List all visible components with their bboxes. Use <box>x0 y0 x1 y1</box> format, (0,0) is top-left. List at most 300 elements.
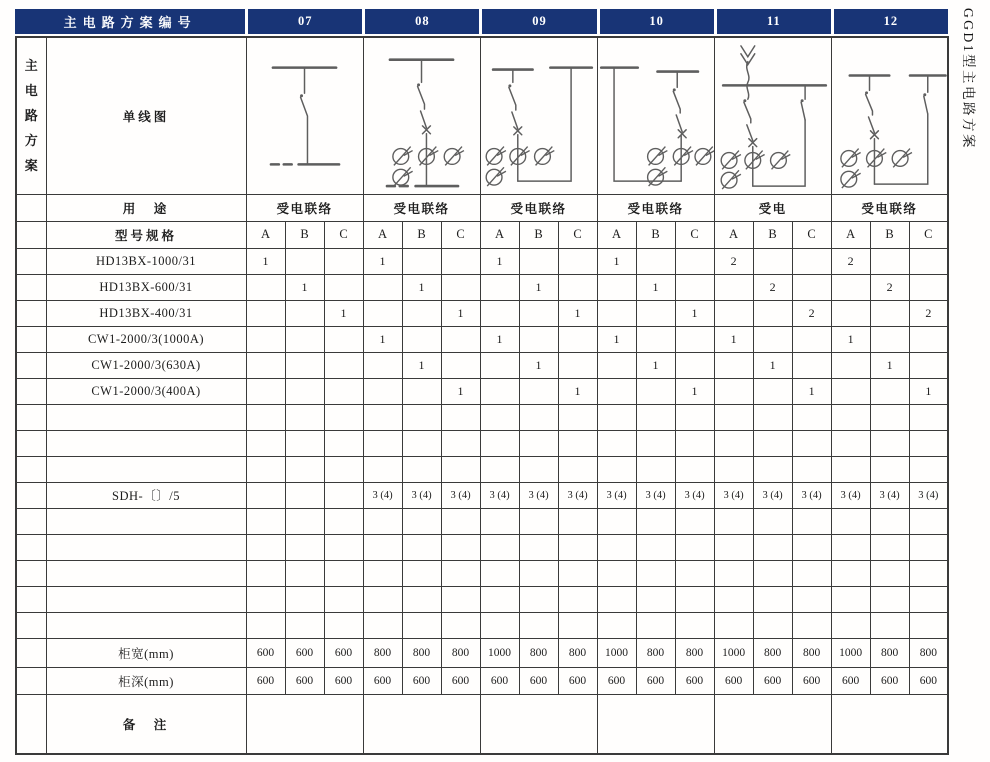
sdh-qty-cell: 3 (4) <box>597 482 636 508</box>
empty-cell <box>597 560 636 586</box>
spec-row-label: 型号规格 <box>46 221 246 248</box>
empty-cell <box>480 378 519 404</box>
empty-row-label <box>46 612 246 638</box>
empty-cell <box>324 430 363 456</box>
usage-cell-10: 受电联络 <box>597 194 714 221</box>
empty-cell <box>792 352 831 378</box>
blank-row <box>16 430 948 456</box>
axis-cell <box>16 560 46 586</box>
empty-cell <box>753 300 792 326</box>
empty-cell <box>597 300 636 326</box>
empty-cell <box>402 326 441 352</box>
empty-cell <box>363 352 402 378</box>
qty-cell: 1 <box>597 326 636 352</box>
empty-cell <box>792 430 831 456</box>
empty-cell <box>792 612 831 638</box>
empty-cell <box>792 248 831 274</box>
axis-cell <box>16 404 46 430</box>
empty-cell <box>636 560 675 586</box>
cabinet-depth-cell: 600 <box>519 667 558 694</box>
axis-cell <box>16 274 46 300</box>
empty-cell <box>909 560 948 586</box>
sdh-qty-cell: 3 (4) <box>363 482 402 508</box>
model-row-label: HD13BX-1000/31 <box>46 248 246 274</box>
qty-cell: 1 <box>753 352 792 378</box>
empty-cell <box>363 508 402 534</box>
axis-cell <box>16 586 46 612</box>
empty-cell <box>519 326 558 352</box>
empty-cell <box>636 430 675 456</box>
empty-cell <box>597 378 636 404</box>
cabinet-width-cell: 1000 <box>831 638 870 667</box>
model-row-label: CW1-2000/3(630A) <box>46 352 246 378</box>
empty-cell <box>909 456 948 482</box>
empty-cell <box>246 326 285 352</box>
empty-cell <box>714 586 753 612</box>
empty-cell <box>558 430 597 456</box>
empty-cell <box>753 404 792 430</box>
empty-cell <box>519 430 558 456</box>
empty-cell <box>675 404 714 430</box>
empty-cell <box>324 352 363 378</box>
empty-cell <box>480 586 519 612</box>
axis-cell <box>16 430 46 456</box>
cabinet-depth-cell: 600 <box>597 667 636 694</box>
empty-cell <box>246 456 285 482</box>
empty-cell <box>909 274 948 300</box>
blank-row <box>16 586 948 612</box>
column-letter: C <box>441 221 480 248</box>
empty-cell <box>246 274 285 300</box>
empty-cell <box>870 300 909 326</box>
sdh-qty-cell: 3 (4) <box>831 482 870 508</box>
cabinet-depth-cell: 600 <box>558 667 597 694</box>
empty-cell <box>675 430 714 456</box>
blank-row <box>16 508 948 534</box>
empty-cell <box>792 326 831 352</box>
qty-cell: 2 <box>714 248 753 274</box>
axis-cell <box>16 508 46 534</box>
column-letter: A <box>714 221 753 248</box>
empty-cell <box>324 248 363 274</box>
empty-cell <box>675 560 714 586</box>
model-row-label: CW1-2000/3(400A) <box>46 378 246 404</box>
empty-cell <box>675 248 714 274</box>
empty-cell <box>402 534 441 560</box>
empty-cell <box>402 404 441 430</box>
empty-row-label <box>46 560 246 586</box>
cabinet-width-cell: 800 <box>519 638 558 667</box>
empty-cell <box>519 612 558 638</box>
empty-cell <box>285 508 324 534</box>
usage-cell-07: 受电联络 <box>246 194 363 221</box>
empty-cell <box>441 508 480 534</box>
empty-cell <box>285 560 324 586</box>
empty-cell <box>285 326 324 352</box>
empty-cell <box>636 508 675 534</box>
qty-cell: 2 <box>831 248 870 274</box>
cabinet-depth-cell: 600 <box>480 667 519 694</box>
empty-cell <box>519 534 558 560</box>
diagram-cell-07 <box>246 37 363 194</box>
empty-cell <box>831 352 870 378</box>
empty-cell <box>441 404 480 430</box>
empty-cell <box>324 274 363 300</box>
empty-cell <box>558 456 597 482</box>
empty-cell <box>402 378 441 404</box>
qty-cell: 1 <box>441 300 480 326</box>
remark-cell-07 <box>246 694 363 754</box>
column-letter: B <box>870 221 909 248</box>
empty-cell <box>792 508 831 534</box>
empty-cell <box>363 560 402 586</box>
empty-cell <box>909 404 948 430</box>
empty-cell <box>519 508 558 534</box>
diagram-cell-12 <box>831 37 948 194</box>
sdh-qty-cell: 3 (4) <box>441 482 480 508</box>
empty-cell <box>246 352 285 378</box>
usage-cell-12: 受电联络 <box>831 194 948 221</box>
diagram-cell-08 <box>363 37 480 194</box>
empty-cell <box>753 560 792 586</box>
empty-cell <box>402 248 441 274</box>
empty-cell <box>675 456 714 482</box>
cabinet-depth-cell: 600 <box>675 667 714 694</box>
axis-cell <box>16 221 46 248</box>
empty-cell <box>753 612 792 638</box>
axis-cell <box>16 667 46 694</box>
cabinet-depth-cell: 600 <box>441 667 480 694</box>
qty-cell: 1 <box>402 352 441 378</box>
diagram-cell-09 <box>480 37 597 194</box>
qty-cell: 1 <box>597 248 636 274</box>
empty-cell <box>870 404 909 430</box>
empty-cell <box>246 300 285 326</box>
diagram-cell-10 <box>597 37 714 194</box>
cabinet-width-cell: 600 <box>285 638 324 667</box>
diagram-row-label: 单线图 <box>46 37 246 194</box>
empty-cell <box>675 274 714 300</box>
cabinet-width-row <box>16 638 948 667</box>
remark-cell-08 <box>363 694 480 754</box>
axis-cell <box>16 37 46 194</box>
qty-cell: 1 <box>519 274 558 300</box>
empty-cell <box>285 482 324 508</box>
empty-cell <box>363 456 402 482</box>
empty-cell <box>558 508 597 534</box>
empty-cell <box>636 534 675 560</box>
empty-cell <box>246 404 285 430</box>
corner-label: 主电路方案编号 <box>15 9 245 34</box>
remark-cell-12 <box>831 694 948 754</box>
blank-row <box>16 560 948 586</box>
empty-cell <box>558 612 597 638</box>
qty-cell: 1 <box>714 326 753 352</box>
sdh-qty-cell: 3 (4) <box>753 482 792 508</box>
cabinet-width-cell: 1000 <box>714 638 753 667</box>
qty-cell: 1 <box>558 300 597 326</box>
sdh-qty-cell: 3 (4) <box>480 482 519 508</box>
single-line-diagram-09 <box>481 38 597 193</box>
empty-cell <box>909 534 948 560</box>
cabinet-width-cell: 800 <box>753 638 792 667</box>
empty-cell <box>324 482 363 508</box>
axis-cell <box>16 456 46 482</box>
single-line-diagram-07 <box>247 38 363 193</box>
empty-cell <box>597 586 636 612</box>
empty-cell <box>285 586 324 612</box>
empty-cell <box>675 352 714 378</box>
empty-cell <box>558 560 597 586</box>
single-line-diagram-12 <box>832 38 948 193</box>
axis-cell <box>16 482 46 508</box>
empty-cell <box>480 612 519 638</box>
empty-cell <box>675 586 714 612</box>
column-letter: A <box>480 221 519 248</box>
empty-cell <box>597 534 636 560</box>
axis-cell <box>16 352 46 378</box>
empty-cell <box>246 508 285 534</box>
column-letter: C <box>558 221 597 248</box>
empty-cell <box>363 534 402 560</box>
empty-cell <box>402 586 441 612</box>
empty-cell <box>246 534 285 560</box>
cabinet-width-cell: 800 <box>558 638 597 667</box>
qty-cell: 1 <box>246 248 285 274</box>
empty-cell <box>792 534 831 560</box>
empty-cell <box>597 612 636 638</box>
sdh-qty-cell: 3 (4) <box>792 482 831 508</box>
axis-char: 案 <box>24 158 38 174</box>
empty-cell <box>285 248 324 274</box>
empty-cell <box>831 560 870 586</box>
column-letter: C <box>792 221 831 248</box>
empty-cell <box>831 456 870 482</box>
spec-columns-row <box>16 221 948 248</box>
empty-cell <box>285 352 324 378</box>
qty-cell: 1 <box>480 248 519 274</box>
empty-cell <box>519 404 558 430</box>
scheme-header <box>15 9 948 34</box>
sdh-qty-cell: 3 (4) <box>675 482 714 508</box>
axis-char: 电 <box>24 83 38 99</box>
empty-cell <box>480 560 519 586</box>
cabinet-width-cell: 800 <box>870 638 909 667</box>
usage-cell-09: 受电联络 <box>480 194 597 221</box>
cabinet-depth-cell: 600 <box>870 667 909 694</box>
qty-cell: 2 <box>792 300 831 326</box>
column-letter: C <box>909 221 948 248</box>
empty-cell <box>480 300 519 326</box>
empty-cell <box>441 274 480 300</box>
cabinet-depth-cell: 600 <box>324 667 363 694</box>
cabinet-depth-cell: 600 <box>753 667 792 694</box>
cabinet-width-cell: 800 <box>675 638 714 667</box>
empty-cell <box>324 378 363 404</box>
empty-cell <box>870 326 909 352</box>
sdh-qty-cell: 3 (4) <box>558 482 597 508</box>
empty-cell <box>285 430 324 456</box>
qty-cell: 1 <box>636 274 675 300</box>
axis-cell <box>16 248 46 274</box>
blank-row <box>16 404 948 430</box>
empty-cell <box>909 586 948 612</box>
cabinet-width-cell: 800 <box>402 638 441 667</box>
blank-row <box>16 612 948 638</box>
qty-cell: 1 <box>909 378 948 404</box>
empty-cell <box>675 508 714 534</box>
qty-cell: 1 <box>363 326 402 352</box>
usage-cell-11: 受电 <box>714 194 831 221</box>
empty-cell <box>402 560 441 586</box>
cabinet-width-cell: 800 <box>792 638 831 667</box>
empty-cell <box>714 508 753 534</box>
empty-cell <box>285 456 324 482</box>
empty-cell <box>636 300 675 326</box>
empty-cell <box>441 352 480 378</box>
empty-cell <box>480 508 519 534</box>
empty-cell <box>870 560 909 586</box>
empty-cell <box>363 378 402 404</box>
cabinet-depth-cell: 600 <box>363 667 402 694</box>
cabinet-width-cell: 800 <box>363 638 402 667</box>
qty-cell: 1 <box>675 300 714 326</box>
single-line-diagram-08 <box>364 38 480 193</box>
axis-char: 主 <box>24 58 38 74</box>
qty-cell: 1 <box>675 378 714 404</box>
empty-cell <box>285 534 324 560</box>
empty-cell <box>753 456 792 482</box>
empty-cell <box>324 508 363 534</box>
empty-cell <box>831 404 870 430</box>
remark-cell-11 <box>714 694 831 754</box>
column-letter: B <box>285 221 324 248</box>
empty-cell <box>246 612 285 638</box>
empty-cell <box>909 352 948 378</box>
empty-cell <box>441 534 480 560</box>
empty-cell <box>519 300 558 326</box>
empty-cell <box>831 274 870 300</box>
cabinet-width-cell: 600 <box>324 638 363 667</box>
empty-cell <box>870 430 909 456</box>
cabinet-depth-row <box>16 667 948 694</box>
empty-cell <box>480 404 519 430</box>
empty-cell <box>519 378 558 404</box>
empty-cell <box>753 248 792 274</box>
empty-cell <box>246 586 285 612</box>
column-letter: C <box>675 221 714 248</box>
axis-cell <box>16 694 46 754</box>
qty-cell: 1 <box>558 378 597 404</box>
empty-cell <box>636 586 675 612</box>
empty-cell <box>558 352 597 378</box>
empty-cell <box>636 326 675 352</box>
cabinet-width-cell: 600 <box>246 638 285 667</box>
empty-cell <box>597 274 636 300</box>
empty-cell <box>792 404 831 430</box>
empty-cell <box>363 430 402 456</box>
diagram-row <box>16 37 948 194</box>
empty-cell <box>363 586 402 612</box>
empty-cell <box>675 326 714 352</box>
empty-cell <box>324 456 363 482</box>
empty-cell <box>558 586 597 612</box>
scheme-number-07: 07 <box>245 9 362 34</box>
empty-cell <box>714 560 753 586</box>
axis-cell <box>16 300 46 326</box>
axis-char: 方 <box>24 133 38 149</box>
blank-row <box>16 456 948 482</box>
empty-cell <box>753 508 792 534</box>
sdh-qty-cell: 3 (4) <box>714 482 753 508</box>
empty-cell <box>831 586 870 612</box>
remark-cell-09 <box>480 694 597 754</box>
empty-cell <box>753 326 792 352</box>
empty-cell <box>597 352 636 378</box>
spec-table <box>15 36 949 755</box>
empty-cell <box>909 612 948 638</box>
qty-cell: 2 <box>909 300 948 326</box>
empty-cell <box>402 508 441 534</box>
qty-cell: 1 <box>285 274 324 300</box>
empty-cell <box>870 508 909 534</box>
empty-cell <box>597 404 636 430</box>
axis-cell <box>16 326 46 352</box>
scheme-header-row <box>15 9 948 34</box>
axis-cell <box>16 534 46 560</box>
sdh-qty-cell: 3 (4) <box>402 482 441 508</box>
empty-cell <box>324 612 363 638</box>
empty-cell <box>363 274 402 300</box>
empty-cell <box>714 378 753 404</box>
empty-cell <box>636 404 675 430</box>
empty-cell <box>831 534 870 560</box>
model-row <box>16 378 948 404</box>
empty-cell <box>714 534 753 560</box>
cabinet-depth-cell: 600 <box>402 667 441 694</box>
scheme-number-08: 08 <box>362 9 479 34</box>
model-row <box>16 352 948 378</box>
qty-cell: 1 <box>519 352 558 378</box>
cabinet-width-cell: 1000 <box>597 638 636 667</box>
cabinet-width-label: 柜宽(mm) <box>46 638 246 667</box>
usage-cell-08: 受电联络 <box>363 194 480 221</box>
sdh-qty-cell: 3 (4) <box>909 482 948 508</box>
empty-cell <box>324 404 363 430</box>
qty-cell: 1 <box>636 352 675 378</box>
empty-cell <box>792 560 831 586</box>
empty-cell <box>246 560 285 586</box>
empty-cell <box>558 404 597 430</box>
empty-cell <box>285 404 324 430</box>
empty-cell <box>363 404 402 430</box>
empty-cell <box>402 456 441 482</box>
empty-cell <box>519 586 558 612</box>
side-title: GGD1型主电路方案 <box>961 8 976 150</box>
model-row <box>16 248 948 274</box>
cabinet-width-cell: 800 <box>636 638 675 667</box>
empty-cell <box>480 456 519 482</box>
empty-cell <box>285 300 324 326</box>
empty-cell <box>909 508 948 534</box>
empty-cell <box>285 378 324 404</box>
empty-cell <box>909 326 948 352</box>
empty-row-label <box>46 534 246 560</box>
column-letter: B <box>402 221 441 248</box>
empty-cell <box>558 274 597 300</box>
empty-cell <box>714 300 753 326</box>
axis-cell <box>16 612 46 638</box>
